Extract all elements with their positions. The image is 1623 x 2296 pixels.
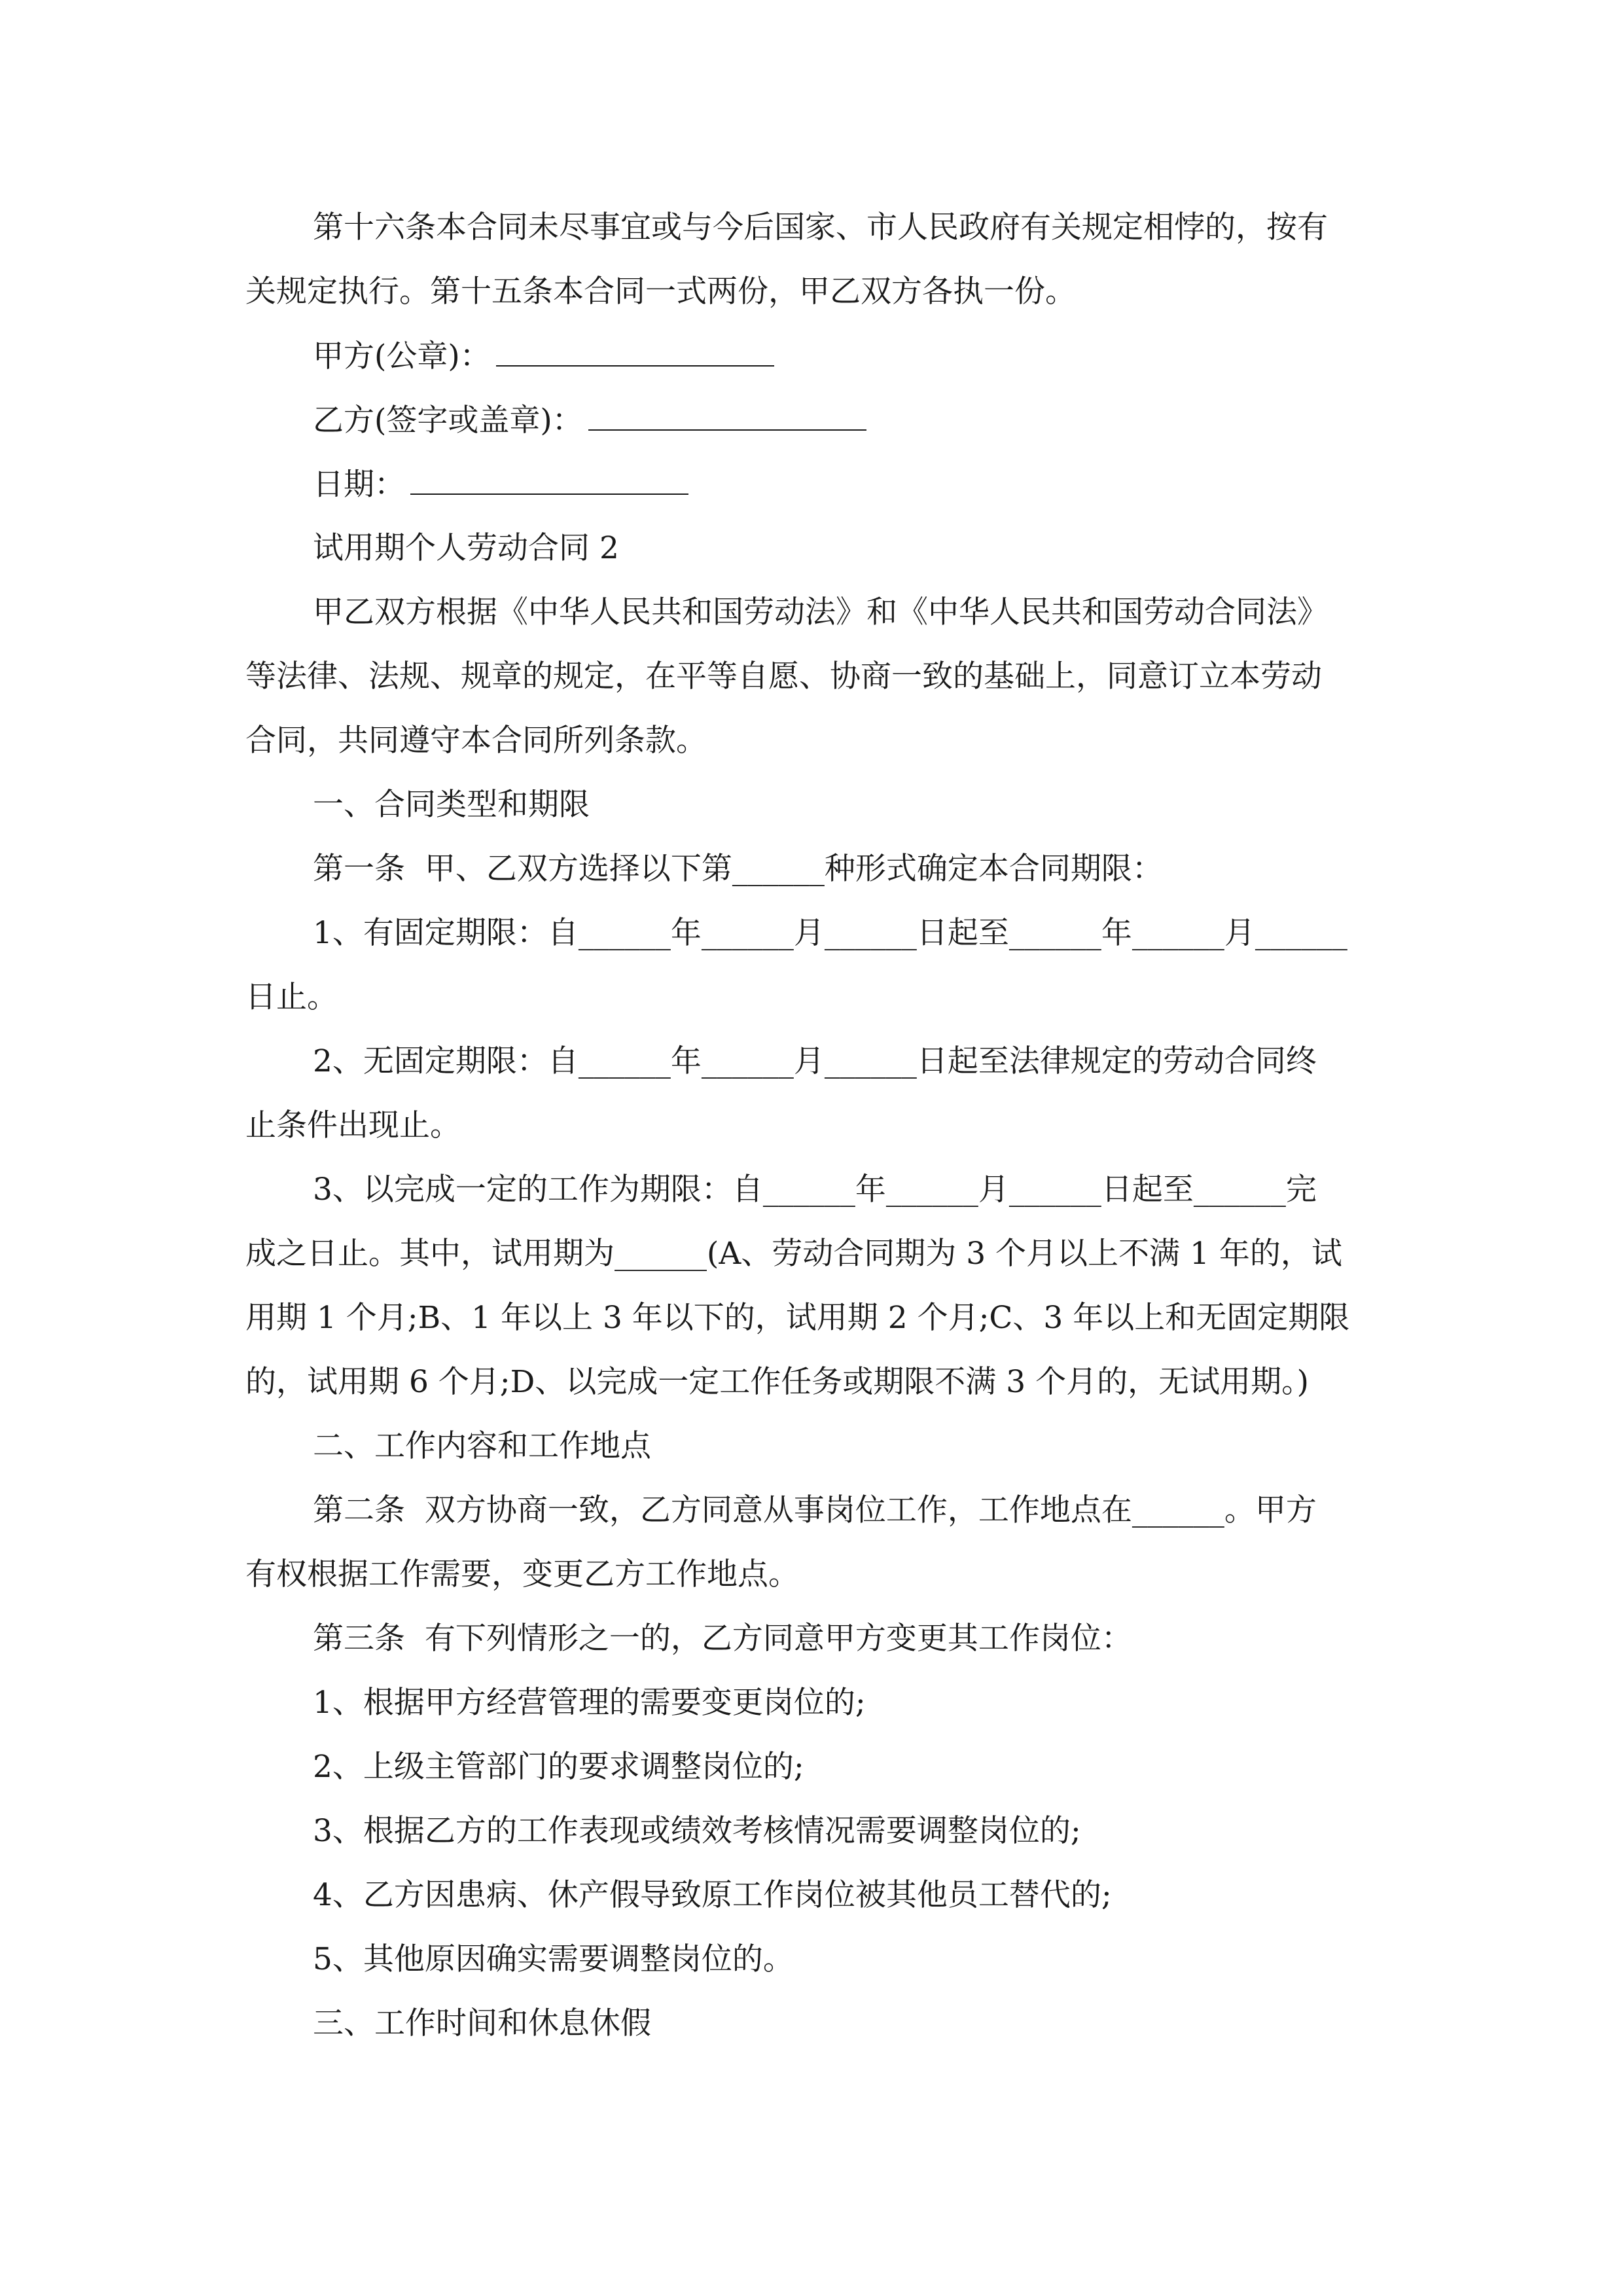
paragraph-line: 第一条 甲、乙双方选择以下第______种形式确定本合同期限： (313, 851, 1163, 887)
section-heading: 二、工作内容和工作地点 (313, 1428, 651, 1464)
list-item: 2、上级主管部门的要求调整岗位的; (313, 1749, 804, 1785)
paragraph-line: 日止。 (245, 979, 338, 1015)
signature-date (313, 465, 688, 504)
list-item: 4、乙方因患病、休产假导致原工作岗位被其他员工替代的; (313, 1877, 1112, 1913)
section-title: 试用期个人劳动合同 2 (313, 530, 619, 566)
paragraph-line: 第二条 双方协商一致，乙方同意从事岗位工作，工作地点在______。甲方 (313, 1492, 1317, 1528)
list-item: 5、其他原因确实需要调整岗位的。 (313, 1941, 794, 1977)
paragraph-line: 等法律、法规、规章的规定，在平等自愿、协商一致的基础上，同意订立本劳动 (245, 658, 1322, 694)
paragraph-line: 第十六条本合同未尽事宜或与今后国家、市人民政府有关规定相悖的，按有 (313, 209, 1328, 245)
paragraph-line: 关规定执行。第十五条本合同一式两份，甲乙双方各执一份。 (245, 274, 1076, 310)
signature-blank (496, 336, 774, 367)
paragraph-line: 止条件出现止。 (245, 1107, 461, 1143)
signature-party-a (313, 336, 774, 376)
section-heading: 三、工作时间和休息休假 (313, 2005, 651, 2041)
paragraph-line: 第三条 有下列情形之一的，乙方同意甲方变更其工作岗位： (313, 1621, 1132, 1657)
paragraph-line: 的，试用期 6 个月;D、以完成一定工作任务或期限不满 3 个月的，无试用期。) (245, 1364, 1309, 1400)
paragraph-line: 甲乙双方根据《中华人民共和国劳动法》和《中华人民共和国劳动合同法》 (313, 594, 1328, 630)
paragraph-line: 有权根据工作需要，变更乙方工作地点。 (245, 1556, 799, 1592)
paragraph-line: 3、以完成一定的工作为期限：自______年______月______日起至______完 (313, 1172, 1317, 1208)
signature-label: 乙方(签字或盖章)： (313, 403, 583, 439)
paragraph-line: 合同，共同遵守本合同所列条款。 (245, 723, 707, 759)
paragraph-line: 2、无固定期限：自______年______月______日起至法律规定的劳动合同终 (313, 1043, 1317, 1079)
paragraph-line: 用期 1 个月;B、1 年以上 3 年以下的，试用期 2 个月;C、3 年以上和无固定期限 (245, 1300, 1350, 1336)
signature-label: 甲方(公章)： (313, 338, 491, 374)
signature-blank (410, 465, 688, 495)
section-heading: 一、合同类型和期限 (313, 787, 590, 823)
paragraph-line: 成之日止。其中，试用期为______(A、劳动合同期为 3 个月以上不满 1 年的，试 (245, 1236, 1342, 1272)
list-item: 1、根据甲方经营管理的需要变更岗位的; (313, 1685, 866, 1721)
signature-label: 日期： (313, 467, 405, 503)
paragraph-line: 1、有固定期限：自______年______月______日起至______年______月______ (313, 915, 1347, 951)
signature-party-b (313, 401, 866, 440)
list-item: 3、根据乙方的工作表现或绩效考核情况需要调整岗位的; (313, 1813, 1081, 1849)
signature-blank (588, 401, 866, 431)
